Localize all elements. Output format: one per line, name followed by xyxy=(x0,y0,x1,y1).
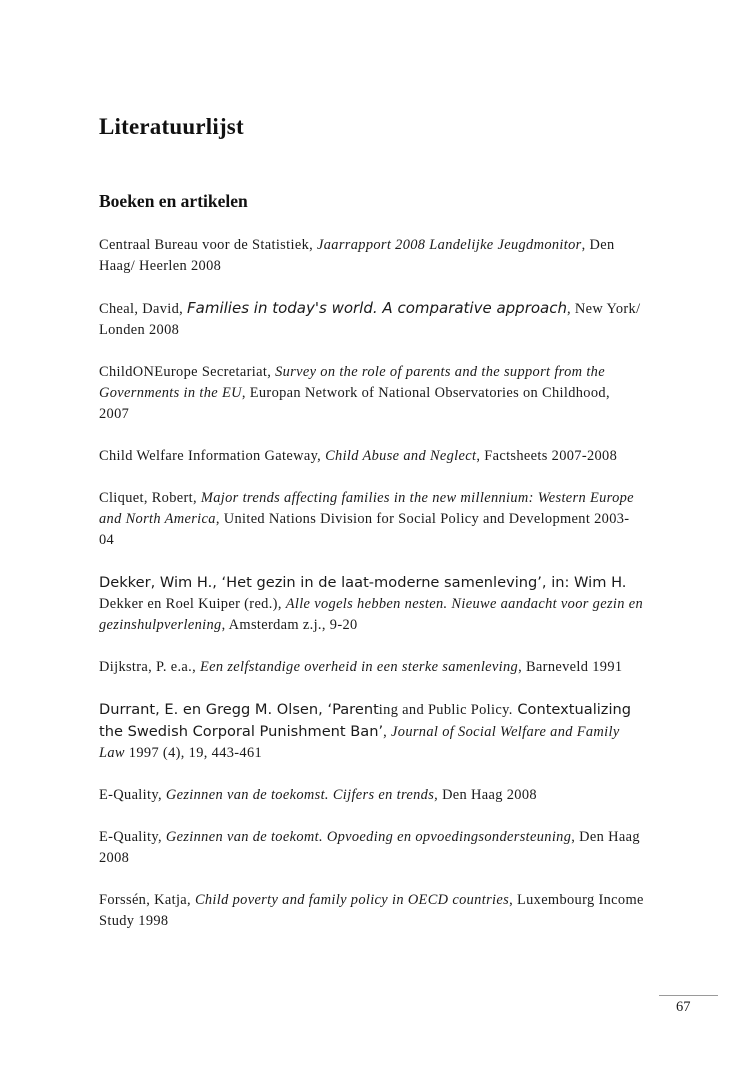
reference-list xyxy=(99,235,644,953)
footer-divider xyxy=(659,995,718,996)
ref-publication: , New York/ Londen 2008 xyxy=(99,301,641,338)
ref-title: Major trends affecting families in the new millennium: Western Europe and North America xyxy=(99,490,634,527)
ref-publication: , Luxembourg Income Study 1998 xyxy=(99,892,644,929)
ref-article-subtitle: Contextualizing the Swedish Corporal Punishment Ban’ xyxy=(99,701,632,740)
ref-publication: , Barneveld 1991 xyxy=(518,659,623,675)
reference-item xyxy=(99,827,644,869)
ref-title: Families in today's world. A comparative approach xyxy=(187,299,567,317)
ref-editors: Dekker en Roel Kuiper (red.), xyxy=(99,596,286,612)
ref-author: Child Welfare Information Gateway, xyxy=(99,448,326,464)
ref-title: Jaarrapport 2008 Landelijke Jeugdmonitor xyxy=(317,237,582,253)
ref-journal: Journal of Social Welfare and Family Law xyxy=(99,724,620,761)
reference-item xyxy=(99,362,644,425)
ref-article-continued: ing and Public Policy. xyxy=(378,702,513,718)
ref-title: Een zelfstandige overheid in een sterke samenleving xyxy=(199,659,519,675)
reference-item xyxy=(99,785,644,806)
reference-item xyxy=(99,488,644,551)
ref-author-and-article: Durrant, E. en Gregg M. Olsen, ‘Parent xyxy=(99,701,379,718)
ref-publication: , United Nations Division for Social Policy and Development 2003-04 xyxy=(99,511,630,548)
ref-author: E-Quality, xyxy=(99,787,166,803)
ref-title: Survey on the role of parents and the support from the Governments in the EU xyxy=(99,364,605,401)
reference-item xyxy=(99,572,644,636)
ref-author: Centraal Bureau voor de Statistiek, xyxy=(99,237,318,253)
ref-title: Alle vogels hebben nesten. Nieuwe aandacht voor gezin en gezinshulpverlening xyxy=(99,596,644,633)
ref-author: E-Quality, xyxy=(99,829,166,845)
reference-item xyxy=(99,657,644,678)
reference-item xyxy=(99,298,644,341)
reference-item xyxy=(99,235,644,277)
ref-publication: , Amsterdam z.j., 9-20 xyxy=(221,617,358,633)
ref-publication: 1997 (4), 19, 443-461 xyxy=(124,745,263,761)
ref-author: Cliquet, Robert, xyxy=(99,490,201,506)
ref-publication: , Den Haag 2008 xyxy=(434,787,537,803)
ref-title: Child poverty and family policy in OECD countries xyxy=(194,892,510,908)
ref-publication: , Den Haag 2008 xyxy=(99,829,640,866)
ref-title: Child Abuse and Neglect xyxy=(325,448,477,464)
ref-author: ChildONEurope Secretariat, xyxy=(99,364,276,380)
page-title: Literatuurlijst xyxy=(99,114,244,139)
ref-title: Gezinnen van de toekomst. Cijfers en trends xyxy=(165,787,435,803)
ref-title: Gezinnen van de toekomt. Opvoeding en opvoedingsondersteuning xyxy=(165,829,572,845)
section-heading: Boeken en artikelen xyxy=(99,191,248,211)
ref-publication: , Den Haag/ Heerlen 2008 xyxy=(99,237,615,274)
page-number: 67 xyxy=(676,999,691,1015)
reference-item xyxy=(99,699,644,764)
reference-item xyxy=(99,890,644,932)
ref-author: Forssén, Katja, xyxy=(99,892,195,908)
ref-separator: , xyxy=(383,724,392,740)
ref-author: Cheal, David, xyxy=(99,301,188,317)
ref-author-and-chapter: Dekker, Wim H., ‘Het gezin in de laat-moderne samenleving’, in: Wim H. xyxy=(99,574,627,591)
ref-publication: , Factsheets 2007-2008 xyxy=(476,448,618,464)
reference-item xyxy=(99,446,644,467)
ref-author: Dijkstra, P. e.a., xyxy=(99,659,200,675)
ref-publication: , Europan Network of National Observatories on Childhood, 2007 xyxy=(99,385,610,422)
